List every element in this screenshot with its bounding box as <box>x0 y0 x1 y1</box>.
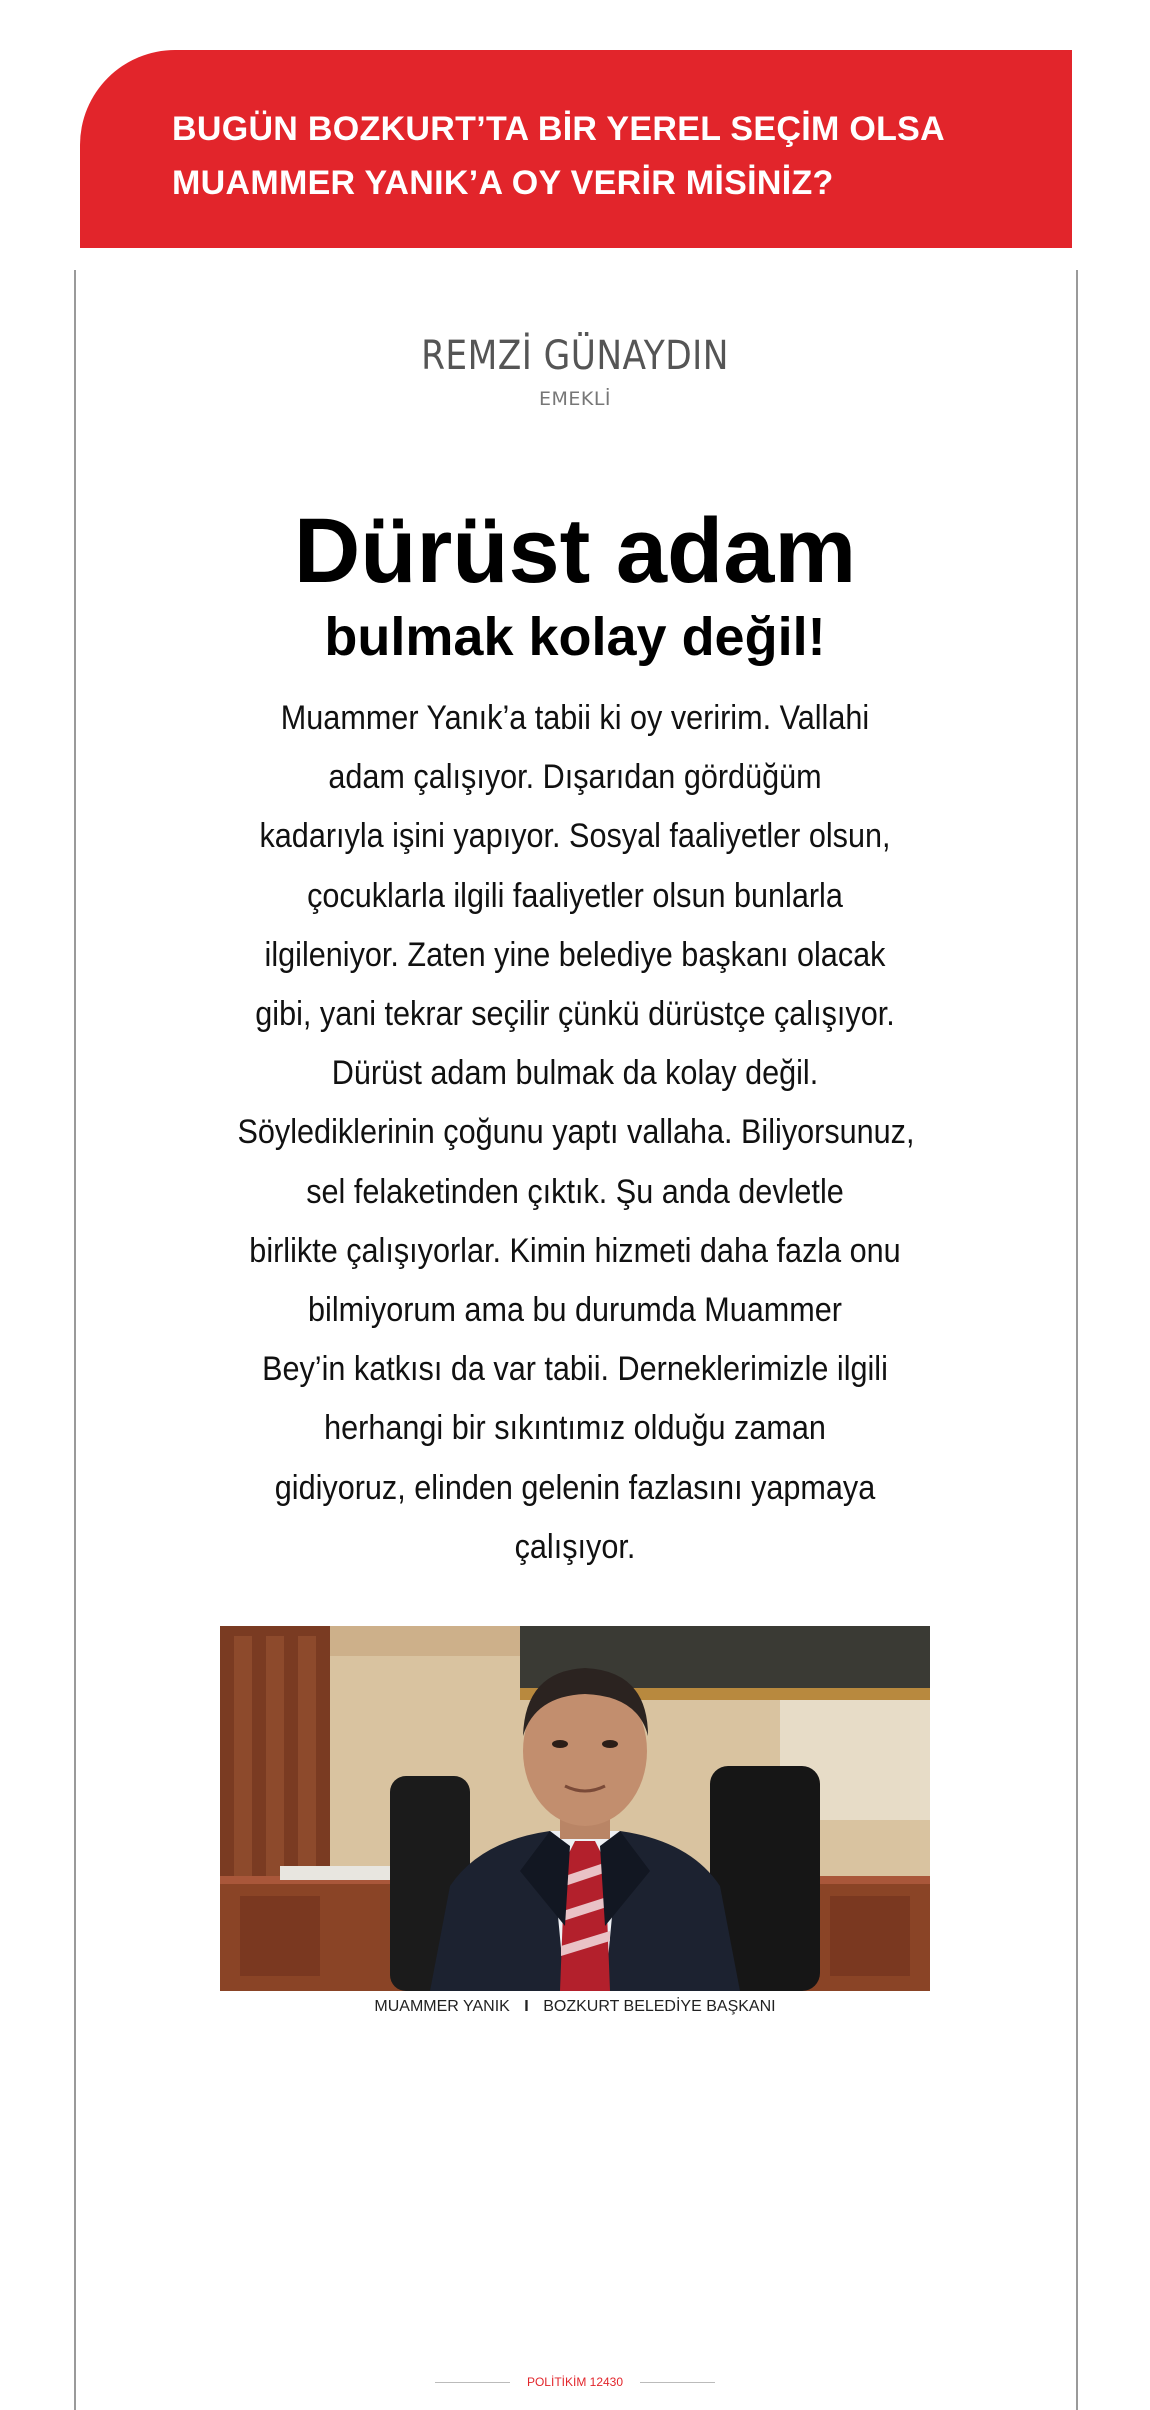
portrait-illustration <box>220 1626 930 1991</box>
body-line: Söylediklerinin çoğunu yaptı vallaha. Biliyorsunuz, <box>237 1113 915 1152</box>
body-line: herhangi bir sıkıntımız olduğu zaman <box>324 1409 826 1448</box>
question-banner <box>80 50 1072 248</box>
body-line: ilgileniyor. Zaten yine belediye başkanı olacak <box>264 935 886 974</box>
page-footer <box>0 2372 1150 2392</box>
mayor-portrait-photo <box>220 1626 930 1991</box>
body-line: Dürüst adam bulmak da kolay değil. <box>331 1054 819 1093</box>
footer-rule-right <box>640 2382 715 2383</box>
body-line: gidiyoruz, elinden gelenin fazlasını yapmaya <box>274 1468 876 1507</box>
article-body <box>200 689 950 1577</box>
question-line-1: BUGÜN BOZKURT’TA BİR YEREL SEÇİM OLSA <box>172 110 945 148</box>
caption-name: MUAMMER YANIK <box>374 1998 510 2015</box>
headline-main: Dürüst adam <box>293 500 857 602</box>
author-role: EMEKLİ <box>538 388 612 410</box>
body-line: bilmiyorum ama bu durumda Muammer <box>308 1291 842 1330</box>
body-line: kadarıyla işini yapıyor. Sosyal faaliyetler olsun, <box>259 817 891 856</box>
body-line: birlikte çalışıyorlar. Kimin hizmeti daha fazla onu <box>249 1231 901 1270</box>
author-name: REMZİ GÜNAYDIN <box>421 333 729 379</box>
caption-title: BOZKURT BELEDİYE BAŞKANI <box>543 1998 776 2015</box>
body-line: gibi, yani tekrar seçilir çünkü dürüstçe çalışıyor. <box>255 995 895 1034</box>
caption-separator: I <box>524 1998 529 2015</box>
body-line: sel felaketinden çıktık. Şu anda devletle <box>306 1172 844 1211</box>
body-line: Muammer Yanık’a tabii ki oy veririm. Vallahi <box>280 699 870 737</box>
footer-rule-left <box>435 2382 510 2383</box>
body-line: çocuklarla ilgili faaliyetler olsun bunlarla <box>307 876 843 915</box>
footer-page-label: POLİTİKİM 12430 <box>526 2375 624 2389</box>
question-line-2: MUAMMER YANIK’A OY VERİR MİSİNİZ? <box>172 164 834 202</box>
body-line: çalışıyor. <box>514 1527 636 1566</box>
body-line: adam çalışıyor. Dışarıdan gördüğüm <box>328 758 822 797</box>
photo-caption <box>0 1995 1150 2019</box>
headline-sub: bulmak kolay değil! <box>324 607 826 667</box>
body-line: Bey’in katkısı da var tabii. Derneklerimizle ilgili <box>262 1350 888 1389</box>
